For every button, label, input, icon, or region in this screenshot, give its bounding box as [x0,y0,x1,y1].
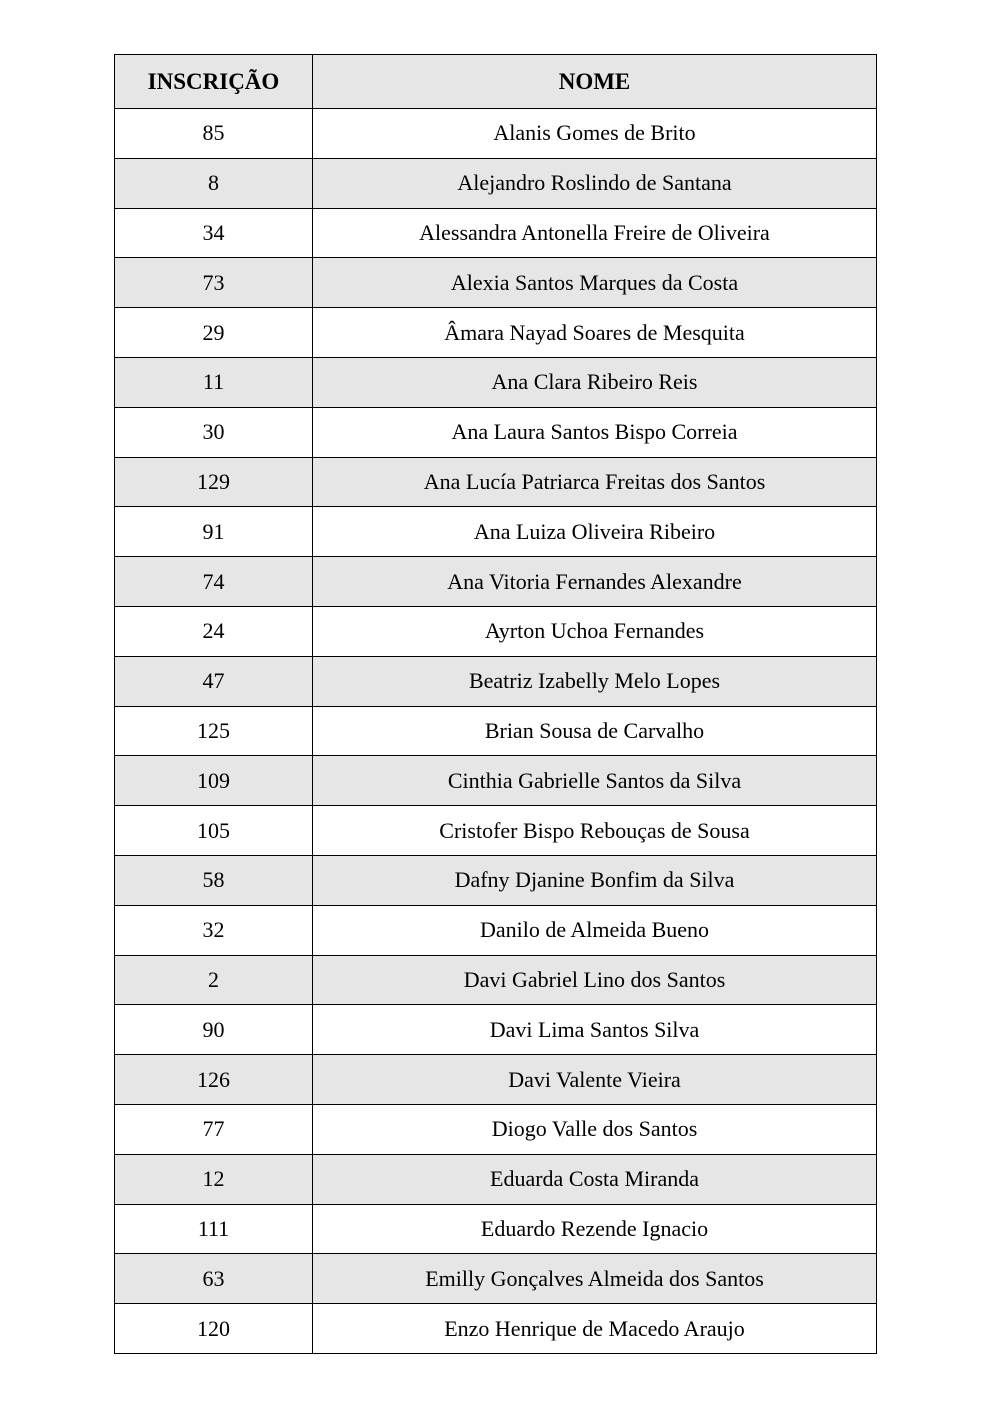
table-row [115,606,877,656]
table-row [115,1304,877,1354]
table-row [115,109,877,159]
name-cell: Emilly Gonçalves Almeida dos Santos [313,1254,877,1304]
header-registration: INSCRIÇÃO [115,55,313,109]
name-cell: Alejandro Roslindo de Santana [313,158,877,208]
table-row [115,1204,877,1254]
registration-cell: 91 [115,507,313,557]
registration-cell: 47 [115,656,313,706]
table-row [115,357,877,407]
registration-cell: 109 [115,756,313,806]
registration-cell: 129 [115,457,313,507]
table-header-row [115,55,877,109]
table-row [115,806,877,856]
registration-cell: 63 [115,1254,313,1304]
registration-cell: 90 [115,1005,313,1055]
name-cell: Ana Luiza Oliveira Ribeiro [313,507,877,557]
table-row [115,1254,877,1304]
registration-cell: 8 [115,158,313,208]
table-row [115,158,877,208]
name-cell: Ayrton Uchoa Fernandes [313,606,877,656]
registration-cell: 12 [115,1154,313,1204]
name-cell: Diogo Valle dos Santos [313,1104,877,1154]
table-row [115,208,877,258]
registration-cell: 29 [115,308,313,358]
table-row [115,855,877,905]
registration-cell: 120 [115,1304,313,1354]
name-cell: Enzo Henrique de Macedo Araujo [313,1304,877,1354]
registration-cell: 77 [115,1104,313,1154]
table-row [115,457,877,507]
name-cell: Davi Valente Vieira [313,1055,877,1105]
name-cell: Ana Vitoria Fernandes Alexandre [313,557,877,607]
registration-cell: 73 [115,258,313,308]
registration-cell: 24 [115,606,313,656]
registration-cell: 105 [115,806,313,856]
table-row [115,1154,877,1204]
registration-cell: 58 [115,855,313,905]
name-cell: Beatriz Izabelly Melo Lopes [313,656,877,706]
registration-cell: 2 [115,955,313,1005]
table-row [115,1104,877,1154]
name-cell: Ana Clara Ribeiro Reis [313,357,877,407]
name-cell: Davi Lima Santos Silva [313,1005,877,1055]
name-cell: Âmara Nayad Soares de Mesquita [313,308,877,358]
table-row [115,507,877,557]
name-cell: Eduardo Rezende Ignacio [313,1204,877,1254]
table-row [115,955,877,1005]
name-cell: Cristofer Bispo Rebouças de Sousa [313,806,877,856]
table-row [115,656,877,706]
registration-table [114,54,877,1354]
name-cell: Ana Lucía Patriarca Freitas dos Santos [313,457,877,507]
name-cell: Dafny Djanine Bonfim da Silva [313,855,877,905]
registration-cell: 34 [115,208,313,258]
name-cell: Alessandra Antonella Freire de Oliveira [313,208,877,258]
name-cell: Eduarda Costa Miranda [313,1154,877,1204]
table-row [115,407,877,457]
name-cell: Ana Laura Santos Bispo Correia [313,407,877,457]
registration-cell: 85 [115,109,313,159]
table-row [115,905,877,955]
table-row [115,557,877,607]
registration-cell: 111 [115,1204,313,1254]
table-row [115,258,877,308]
table-row [115,706,877,756]
registration-cell: 32 [115,905,313,955]
table-row [115,1055,877,1105]
name-cell: Brian Sousa de Carvalho [313,706,877,756]
table-row [115,308,877,358]
name-cell: Alanis Gomes de Brito [313,109,877,159]
registration-cell: 30 [115,407,313,457]
registration-cell: 126 [115,1055,313,1105]
registration-cell: 11 [115,357,313,407]
name-cell: Alexia Santos Marques da Costa [313,258,877,308]
name-cell: Cinthia Gabrielle Santos da Silva [313,756,877,806]
header-name: NOME [313,55,877,109]
table-row [115,756,877,806]
name-cell: Davi Gabriel Lino dos Santos [313,955,877,1005]
registration-cell: 125 [115,706,313,756]
registration-cell: 74 [115,557,313,607]
table-row [115,1005,877,1055]
name-cell: Danilo de Almeida Bueno [313,905,877,955]
